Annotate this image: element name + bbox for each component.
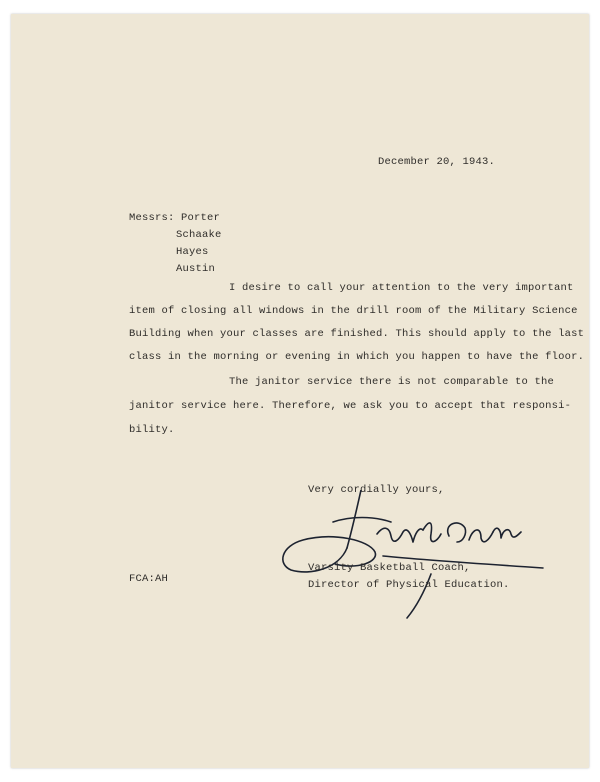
signer-title: Director of Physical Education.: [308, 579, 510, 591]
body-line: bility.: [129, 424, 175, 436]
recipient-name: Porter: [181, 212, 221, 224]
recipient-line-1: [129, 212, 220, 224]
body-line: class in the morning or evening in which you happen to have the floor.: [129, 351, 585, 363]
letter-page: [11, 14, 589, 768]
letter-date: December 20, 1943.: [378, 156, 496, 168]
body-line: The janitor service there is not comparable to the: [229, 376, 555, 388]
reference-initials: FCA:AH: [129, 573, 169, 585]
recipient-name: Austin: [176, 263, 216, 275]
body-line: Building when your classes are finished. This should apply to the last: [129, 328, 585, 340]
body-line: I desire to call your attention to the very important: [229, 282, 574, 294]
handwritten-signature: [273, 490, 545, 620]
recipient-name: Schaake: [176, 229, 222, 241]
body-line: item of closing all windows in the drill room of the Military Science: [129, 305, 578, 317]
salutation-label: Messrs:: [129, 212, 175, 224]
signer-title: Varsity Basketball Coach,: [308, 562, 471, 574]
closing: Very cordially yours,: [308, 484, 445, 496]
body-line: janitor service here. Therefore, we ask you to accept that responsi-: [129, 400, 572, 412]
recipient-name: Hayes: [176, 246, 209, 258]
